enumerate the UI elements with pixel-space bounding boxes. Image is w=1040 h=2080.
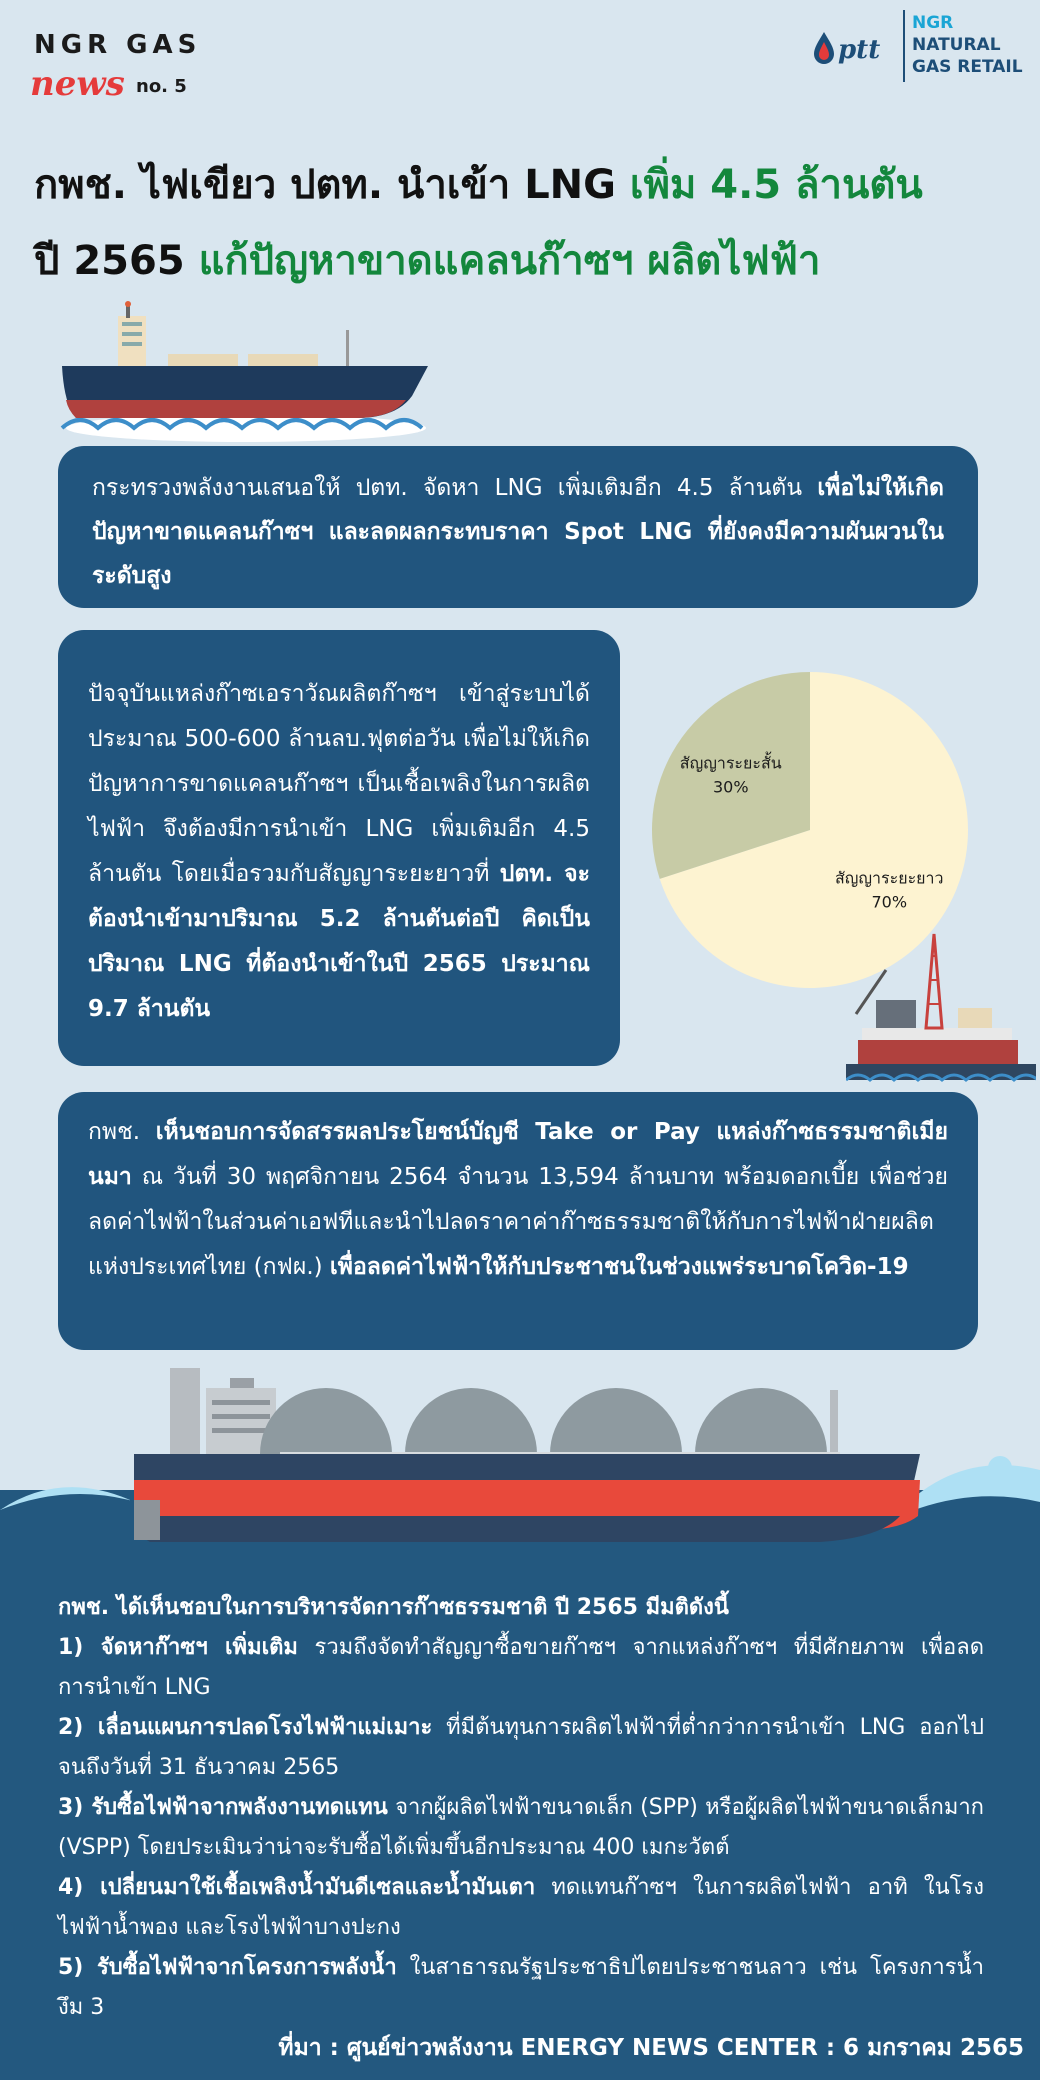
cargo-ship-illustration (56, 300, 436, 450)
headline-line1-dark: กพช. ไฟเขียว ปตท. นำเข้า LNG (34, 162, 630, 208)
card1-bold-text: เพื่อไม่ให้เกิดปัญหาขาดแคลนก๊าซฯ และลดผลกระทบราคา Spot LNG ที่ยังคงมีความผันผวนในระดับสูง (92, 475, 944, 589)
card3-bold1: เห็นชอบการจัดสรรผลประโยชน์บัญชี Take or Pay แหล่งก๊าซธรรมชาติเมียนมา (88, 1119, 948, 1190)
card2-text: ปัจจุบันแหล่งก๊าซเอราวัณผลิตก๊าซฯ เข้าสู่ระบบได้ประมาณ 500-600 ล้านลบ.ฟุตต่อวัน เพื่อไม่ให้เกิดปัญหาการขาดแคลนก๊าซฯ เป็นเชื้อเพลิงในการผลิตไฟฟ้า จึงต้องมีการนำเข้า LNG เพิ่มเติมอีก 4.5 ล้านตัน โดยเมื่อรวมกับสัญญาระยะยาวที่ (88, 681, 590, 887)
pie-value-label-1: 70% (871, 892, 908, 912)
pie-label-2: สัญญาระยะสั้น (679, 753, 782, 773)
resolution-item (58, 1948, 984, 2028)
headline-line2-dark: ปี 2565 (34, 238, 199, 284)
ptt-logo (810, 26, 910, 70)
card2-bold-text: ปตท. จะต้องนำเข้ามาปริมาณ 5.2 ล้านตันต่อปี คิดเป็นปริมาณ LNG ที่ต้องนำเข้าในปี 2565 ประมาณ 9.7 ล้านตัน (88, 861, 590, 1022)
issue-number: no. 5 (136, 76, 187, 97)
card1-text: กระทรวงพลังงานเสนอให้ ปตท. จัดหา LNG เพิ่มเติมอีก 4.5 ล้านตัน (92, 475, 818, 501)
ngr-logo (912, 12, 1023, 78)
source-footer: ที่มา : ศูนย์ข่าวพลังงาน ENERGY NEWS CENTER : 6 มกราคม 2565 (278, 2035, 1024, 2061)
resolution-item (58, 1788, 984, 1868)
card3-text2: ณ วันที่ 30 พฤศจิกายน 2564 จำนวน 13,594 ล้านบาท พร้อมดอกเบี้ย เพื่อช่วยลดค่าไฟฟ้าในส่วนค่าเอฟทีและนำไปลดราคาค่าก๊าซธรรมชาติให้กับการไฟฟ้าฝ่ายผลิตแห่งประเทศไทย (กฟผ.) (88, 1164, 948, 1280)
ngr-logo-line2: NATURAL (912, 35, 1001, 55)
resolution-item-4-title: 4) เปลี่ยนมาใช้เชื้อเพลิงน้ำมันดีเซลและน้ำมันเตา (58, 1875, 536, 1900)
card3-bold2: เพื่อลดค่าไฟฟ้าให้กับประชาชนในช่วงแพร่ระบาดโควิด-19 (329, 1254, 909, 1280)
card3-text1: กพช. (88, 1119, 156, 1145)
resolutions-list (58, 1588, 984, 2028)
resolution-item (58, 1708, 984, 1788)
resolution-item-3-title: 3) รับซื้อไฟฟ้าจากพลังงานทดแทน (58, 1795, 388, 1820)
resolution-item (58, 1628, 984, 1708)
ngr-logo-line3: GAS RETAIL (912, 57, 1023, 77)
headline-line1-green: เพิ่ม 4.5 ล้านตัน (629, 162, 923, 208)
headline-line2 (34, 228, 1024, 292)
resolution-item-4-text: ทดแทนก๊าซฯ ในการผลิตไฟฟ้า อาทิ ในโรงไฟฟ้าน้ำพอง และโรงไฟฟ้าบางปะกง (58, 1875, 984, 1940)
resolution-item-5-title: 5) รับซื้อไฟฟ้าจากโครงการพลังน้ำ (58, 1955, 397, 1980)
resolution-item-2-text: ที่มีต้นทุนการผลิตไฟฟ้าที่ต่ำกว่าการนำเข้า LNG ออกไปจนถึงวันที่ 31 ธันวาคม 2565 (58, 1715, 984, 1780)
logo-divider (903, 10, 905, 82)
resolution-item-5-text: ในสาธารณรัฐประชาธิปไตยประชาชนลาว เช่น โครงการน้ำงึม 3 (58, 1955, 984, 2020)
pie-label-1: สัญญาระยะยาว (834, 868, 944, 888)
pie-value-label-2: 30% (712, 777, 749, 797)
ptt-text: ptt (838, 35, 881, 65)
resolution-item-1-title: 1) จัดหาก๊าซฯ เพิ่มเติม (58, 1635, 298, 1660)
ngr-logo-line1: NGR (912, 13, 954, 33)
lng-tanker-illustration (0, 1360, 1040, 1560)
resolutions-heading: กพช. ได้เห็นชอบในการบริหารจัดการก๊าซธรรมชาติ ปี 2565 มีมติดังนี้ (58, 1595, 729, 1620)
resolution-item (58, 1868, 984, 1948)
brand-title: NGR GAS (34, 30, 202, 60)
resolution-item-2-title: 2) เลื่อนแผนการปลดโรงไฟฟ้าแม่เมาะ (58, 1715, 433, 1740)
card-lng-proposal (58, 446, 978, 608)
headline-line1 (34, 152, 1024, 216)
card-take-or-pay (58, 1092, 978, 1350)
headline-line2-green: แก้ปัญหาขาดแคลนก๊าซฯ ผลิตไฟฟ้า (198, 238, 821, 284)
brand-news: news (30, 64, 125, 104)
offshore-rig-illustration (846, 924, 1036, 1104)
card-erawan-supply (58, 630, 620, 1066)
resolution-item-1-text: รวมถึงจัดทำสัญญาซื้อขายก๊าซฯ จากแหล่งก๊าซฯ ที่มีศักยภาพ เพื่อลดการนำเข้า LNG (58, 1635, 984, 1700)
resolution-item-3-text: จากผู้ผลิตไฟฟ้าขนาดเล็ก (SPP) หรือผู้ผลิตไฟฟ้าขนาดเล็กมาก (VSPP) โดยประเมินว่าน่าจะรับซื้อได้เพิ่มขึ้นอีกประมาณ 400 เมกะวัตต์ (58, 1795, 984, 1860)
